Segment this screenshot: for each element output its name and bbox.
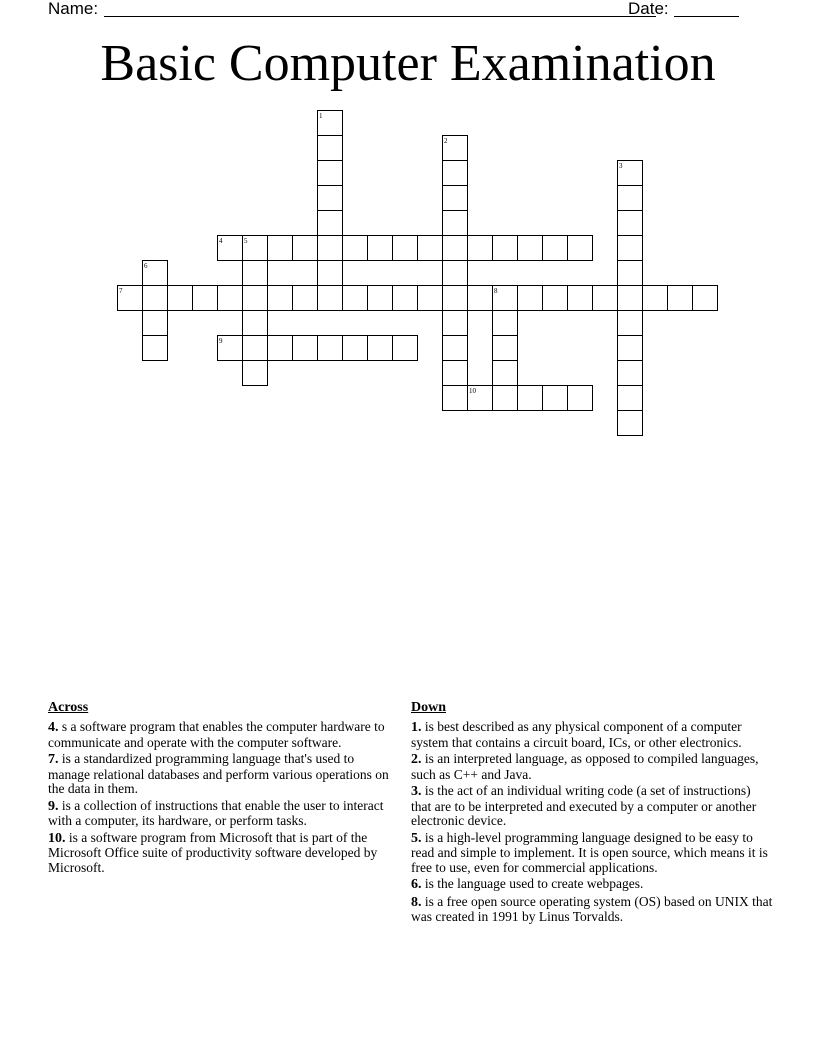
clue-number: 2.	[411, 752, 422, 767]
across-list	[48, 720, 393, 875]
clue-down-6	[411, 877, 773, 893]
grid-cell[interactable]	[368, 236, 393, 261]
across-clues	[48, 700, 393, 877]
cell-number: 10	[469, 387, 476, 395]
cell-number: 9	[219, 337, 223, 345]
down-clues	[411, 700, 773, 927]
grid-cell[interactable]	[543, 236, 568, 261]
grid-cell[interactable]	[593, 286, 618, 311]
clue-number: 1.	[411, 720, 422, 735]
page-title: Basic Computer Examination	[100, 35, 716, 92]
across-heading: Across	[48, 700, 89, 715]
grid-cell[interactable]	[443, 361, 468, 386]
grid-cell[interactable]	[268, 236, 293, 261]
clue-text: is a standardized programming language that's used to manage relational databases and perform various operations on the data in them.	[48, 751, 389, 796]
grid-cell[interactable]	[568, 386, 593, 411]
grid-cell[interactable]	[493, 311, 518, 336]
grid-cell[interactable]	[618, 236, 643, 261]
grid-cell[interactable]	[143, 336, 168, 361]
grid-cell[interactable]	[243, 286, 268, 311]
grid-cell[interactable]	[543, 386, 568, 411]
clue-text: is best described as any physical component of a computer system that contains a circuit board, ICs, or other electronics.	[411, 719, 742, 750]
clue-text: is an interpreted language, as opposed to compiled languages, such as C++ and Java.	[411, 751, 759, 782]
clue-text: is the act of an individual writing code (a set of instructions) that are to be interpreted and executed by a computer or another electronic device.	[411, 783, 757, 828]
down-list	[411, 720, 773, 925]
cell-number: 1	[319, 112, 323, 120]
grid-cell[interactable]	[243, 361, 268, 386]
cell-number: 6	[144, 262, 148, 270]
grid-cell[interactable]	[693, 286, 718, 311]
clue-down-5	[411, 831, 773, 876]
down-heading: Down	[411, 700, 447, 715]
grid-cell[interactable]	[193, 286, 218, 311]
name-label: Name:	[48, 0, 99, 18]
grid-cell[interactable]	[318, 336, 343, 361]
clue-text: is a high-level programming language designed to be easy to read and simple to implement. It is open source, which means it is free to use, even for commercial applications.	[411, 829, 768, 875]
grid-cell[interactable]	[293, 286, 318, 311]
grid-cell[interactable]	[243, 336, 268, 361]
grid-cell[interactable]	[468, 236, 493, 261]
grid-cell[interactable]	[368, 336, 393, 361]
grid-cell[interactable]	[143, 311, 168, 336]
clue-across-4	[48, 720, 393, 750]
clue-number: 10.	[48, 830, 66, 846]
grid-cell[interactable]	[543, 286, 568, 311]
clue-across-7	[48, 752, 393, 797]
grid-cell[interactable]	[318, 261, 343, 286]
cell-number: 2	[444, 137, 448, 145]
cell-number: 8	[494, 287, 498, 295]
grid-cell[interactable]	[443, 311, 468, 336]
grid-cell[interactable]	[493, 236, 518, 261]
clue-down-1	[411, 720, 773, 750]
grid-cell[interactable]	[618, 261, 643, 286]
date-label: Date:	[628, 0, 669, 18]
grid-cell[interactable]	[318, 211, 343, 236]
grid-cell[interactable]	[443, 336, 468, 361]
grid-cell[interactable]	[243, 261, 268, 286]
clue-number: 9.	[48, 798, 59, 814]
grid-cell[interactable]	[218, 286, 243, 311]
clue-down-8	[411, 895, 773, 925]
grid-cell[interactable]	[368, 286, 393, 311]
grid-cell[interactable]	[518, 286, 543, 311]
grid-cell[interactable]	[318, 286, 343, 311]
grid-cell[interactable]	[618, 211, 643, 236]
clue-text: is a software program from Microsoft that is part of the Microsoft Office suite of productivity software developed by Microsoft.	[48, 829, 378, 875]
grid-cell[interactable]	[443, 286, 468, 311]
grid-cell[interactable]	[343, 286, 368, 311]
clue-down-2	[411, 752, 773, 782]
clue-number: 3.	[411, 784, 422, 799]
grid-cell[interactable]	[293, 236, 318, 261]
grid-cell[interactable]	[243, 311, 268, 336]
cell-number: 3	[619, 162, 623, 170]
grid-cell[interactable]	[268, 336, 293, 361]
grid-cell[interactable]	[143, 286, 168, 311]
clue-text: s a software program that enables the computer hardware to communicate and operate with the computer software.	[48, 719, 385, 750]
grid-cell[interactable]	[518, 236, 543, 261]
grid-cell[interactable]	[618, 186, 643, 211]
grid-cell[interactable]	[618, 411, 643, 436]
grid-cell[interactable]	[318, 186, 343, 211]
grid-cell[interactable]	[443, 186, 468, 211]
clue-number: 8.	[411, 894, 422, 910]
grid-cell[interactable]	[618, 361, 643, 386]
grid-cell[interactable]	[318, 136, 343, 161]
clue-number: 5.	[411, 830, 422, 846]
clue-text: is a collection of instructions that enable the user to interact with a computer, its hardware, or perform tasks.	[48, 797, 384, 828]
grid-cell[interactable]	[643, 286, 668, 311]
grid-cell[interactable]	[618, 386, 643, 411]
clue-text: is a free open source operating system (OS) based on UNIX that was created in 1991 by Linus Torvalds.	[411, 893, 773, 924]
grid-cell[interactable]	[418, 286, 443, 311]
grid-cell[interactable]	[443, 386, 468, 411]
grid-cell[interactable]	[668, 286, 693, 311]
grid-cell[interactable]	[443, 261, 468, 286]
grid-cell[interactable]	[418, 236, 443, 261]
grid-cell[interactable]	[343, 236, 368, 261]
grid-cell[interactable]	[268, 286, 293, 311]
grid-cell[interactable]	[393, 286, 418, 311]
grid-cell[interactable]	[468, 286, 493, 311]
grid-cell[interactable]	[568, 236, 593, 261]
clue-across-10	[48, 831, 393, 876]
grid-cell[interactable]	[168, 286, 193, 311]
grid-cell[interactable]	[493, 361, 518, 386]
cell-number: 5	[244, 237, 248, 245]
grid-cell[interactable]	[443, 161, 468, 186]
grid-cell[interactable]	[493, 336, 518, 361]
clue-text: is the language used to create webpages.	[424, 876, 644, 891]
grid-cell[interactable]	[443, 236, 468, 261]
cell-number: 7	[119, 287, 123, 295]
crossword-grid	[0, 0, 816, 460]
grid-cell[interactable]	[493, 386, 518, 411]
grid-cell[interactable]	[343, 336, 368, 361]
grid-cell[interactable]	[393, 236, 418, 261]
clue-number: 4.	[48, 720, 59, 735]
clue-number: 7.	[48, 752, 59, 767]
grid-cell[interactable]	[318, 236, 343, 261]
clue-number: 6.	[411, 877, 422, 892]
grid-cell[interactable]	[443, 211, 468, 236]
grid-cell[interactable]	[618, 336, 643, 361]
grid-cell[interactable]	[293, 336, 318, 361]
grid-cell[interactable]	[618, 286, 643, 311]
grid-cell[interactable]	[393, 336, 418, 361]
grid-cell[interactable]	[318, 161, 343, 186]
grid-cell[interactable]	[568, 286, 593, 311]
clue-down-3	[411, 784, 773, 829]
grid-cell[interactable]	[618, 311, 643, 336]
cell-number: 4	[219, 237, 223, 245]
grid-cell[interactable]	[518, 386, 543, 411]
clue-across-9	[48, 799, 393, 829]
